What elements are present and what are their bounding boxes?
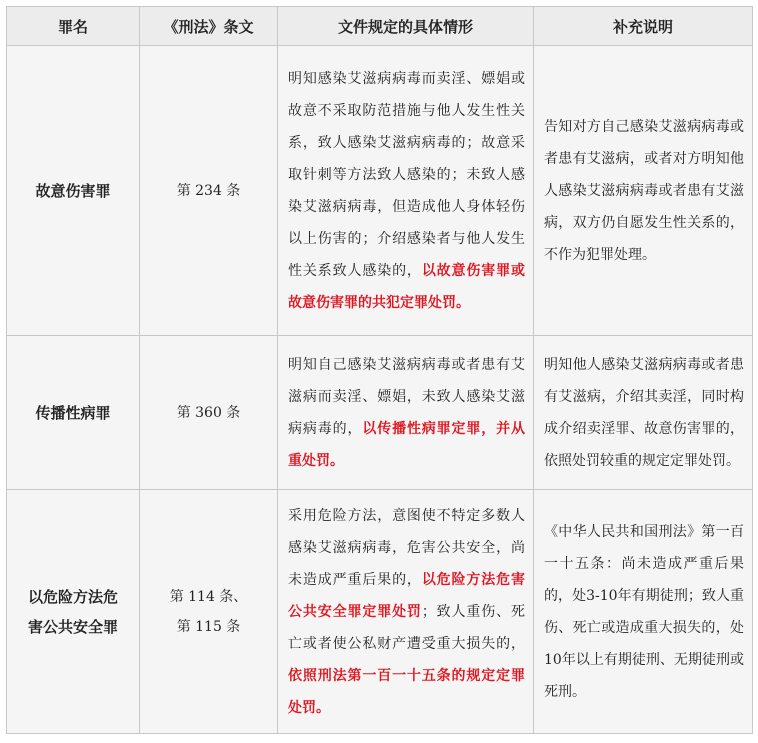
note-text: 明知他人感染艾滋病病毒或者患有艾滋病，介绍其卖淫，同时构成介绍卖淫罪、故意伤害罪的，依照处罚较重的规定定罪处罚。 xyxy=(544,356,744,469)
table-row xyxy=(7,336,753,490)
situation-highlight: 依照刑法第一百一十五条的规定定罪处罚。 xyxy=(288,667,525,716)
note-cell xyxy=(534,336,753,490)
crime-name xyxy=(7,46,140,336)
situation-highlight: 以危险方法危害公共安全罪定罪处罚 xyxy=(288,571,526,620)
situation-highlight: 以故意伤害罪或故意伤害罪的共犯定罪处罚。 xyxy=(288,262,526,311)
note-cell xyxy=(534,490,753,734)
crime-name-line: 害公共安全罪 xyxy=(27,617,118,636)
table-row xyxy=(7,490,753,734)
table-row xyxy=(7,46,753,336)
situation-text: 明知感染艾滋病病毒而卖淫、嫖娼或故意不采取防范措施与他人发生性关系，致人感染艾滋病病毒的；故意采取针刺等方法致人感染的；未致人感染艾滋病病毒，但造成他人身体轻伤以上伤害的；介绍感染者与他人发生性关系致人感染的， xyxy=(288,70,525,279)
article-cell xyxy=(140,336,278,490)
header-note: 补充说明 xyxy=(534,7,753,46)
article-cell xyxy=(140,46,278,336)
crime-name xyxy=(7,336,140,490)
header-article: 《刑法》条文 xyxy=(140,7,278,46)
crime-name xyxy=(7,490,140,734)
note-cell xyxy=(534,46,753,336)
article-line: 第 115 条 xyxy=(176,618,241,635)
situation-cell xyxy=(278,46,534,336)
header-situation: 文件规定的具体情形 xyxy=(278,7,534,46)
note-text: 《中华人民共和国刑法》第一百一十五条：尚未造成严重后果的，处3-10年有期徒刑；致人重伤、死亡或造成重大损失的，处10年以上有期徒刑、无期徒刑或死刑。 xyxy=(544,523,744,700)
article-cell xyxy=(140,490,278,734)
situation-text: ；致人重伤、死亡或者使公私财产遭受重大损失的， xyxy=(288,603,526,652)
situation-text: 采用危险方法，意图使不特定多数人感染艾滋病病毒，危害公共安全，尚未造成严重后果的， xyxy=(288,507,525,588)
legal-table xyxy=(6,6,753,734)
crime-name-text: 故意伤害罪 xyxy=(35,181,111,200)
situation-text: 明知自己感染艾滋病病毒或者患有艾滋病而卖淫、嫖娼，未致人感染艾滋病病毒的， xyxy=(288,356,525,437)
article-text: 第 360 条 xyxy=(176,404,241,421)
article-text: 第 234 条 xyxy=(176,182,241,199)
crime-name-line: 以危险方法危 xyxy=(27,587,118,606)
header-crime: 罪名 xyxy=(7,7,140,46)
situation-cell xyxy=(278,336,534,490)
crime-name-text: 传播性病罪 xyxy=(35,403,111,422)
header-row xyxy=(7,7,753,46)
article-line: 第 114 条、 xyxy=(169,588,248,605)
situation-cell xyxy=(278,490,534,734)
situation-highlight: 以传播性病罪定罪，并从重处罚。 xyxy=(288,420,526,469)
note-text: 告知对方自己感染艾滋病病毒或者患有艾滋病，或者对方明知他人感染艾滋病病毒或者患有艾滋病，双方仍自愿发生性关系的，不作为犯罪处理。 xyxy=(544,118,744,263)
